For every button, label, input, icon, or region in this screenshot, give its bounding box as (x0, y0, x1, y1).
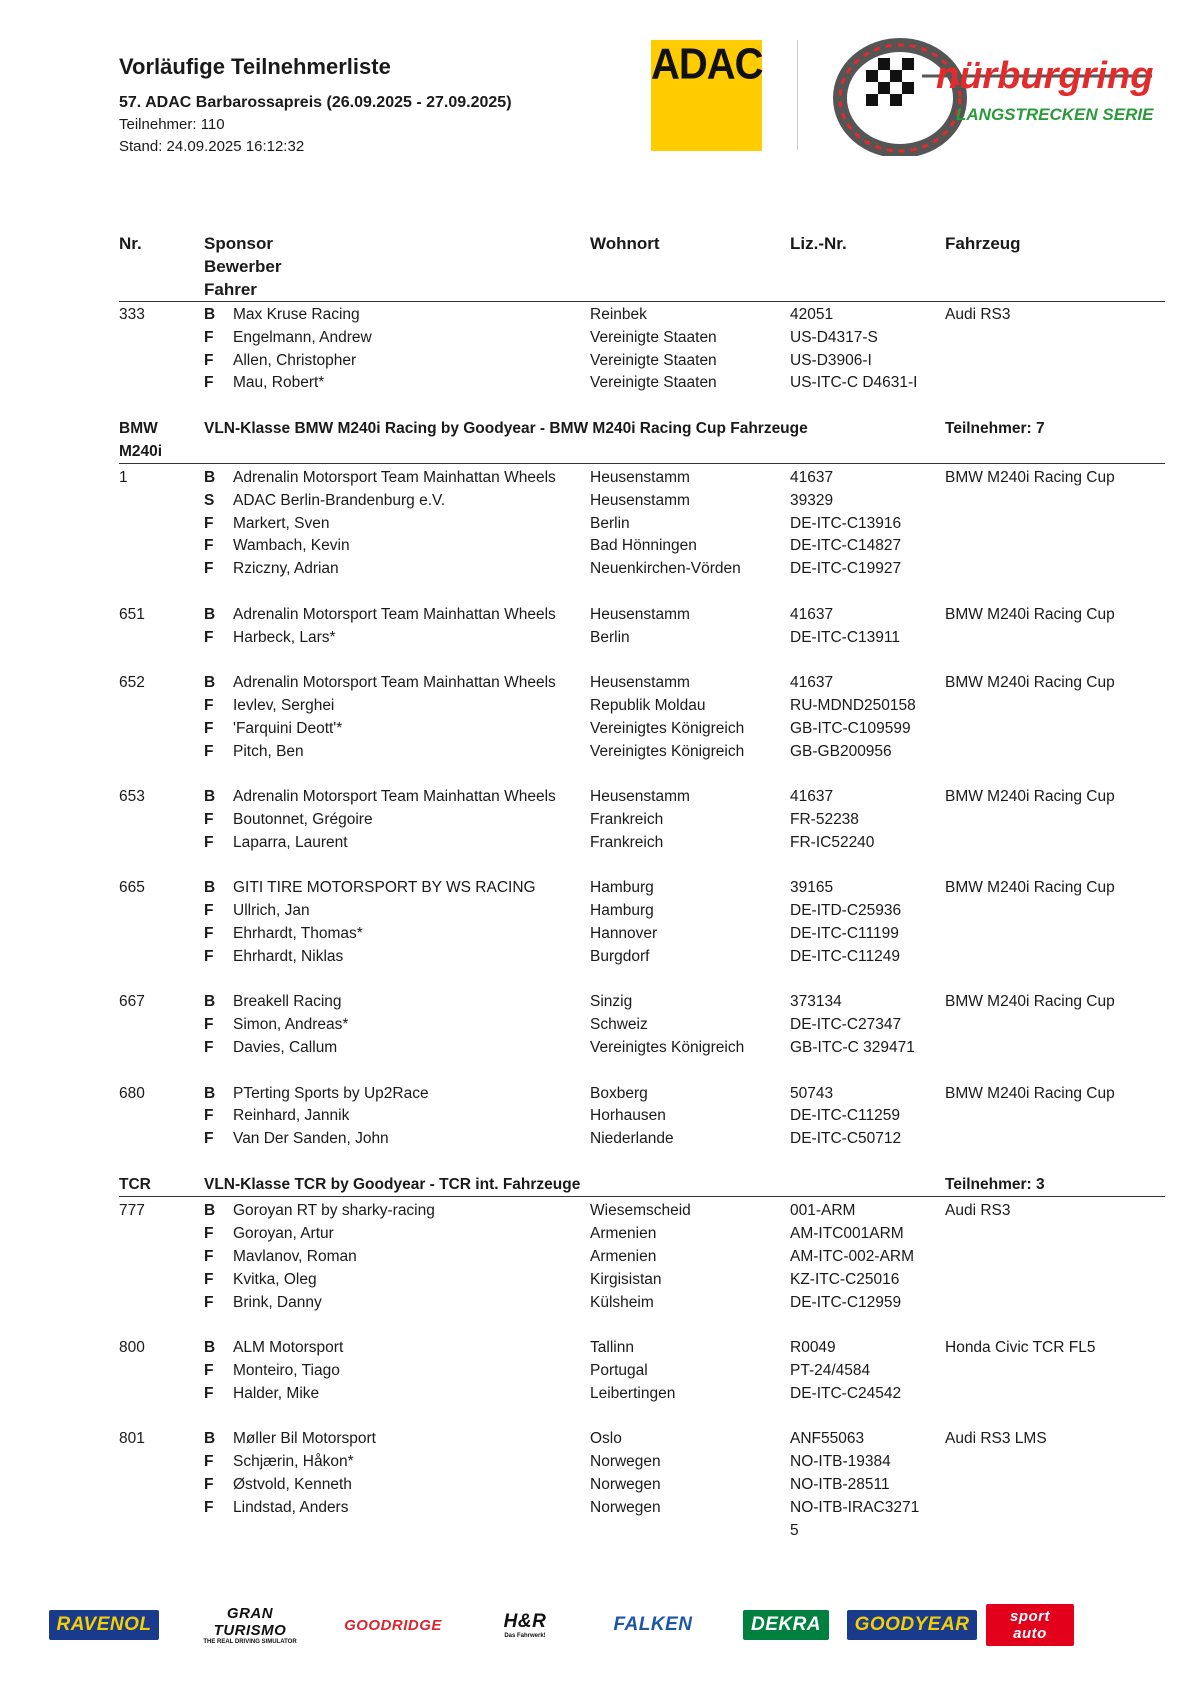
license-number: US-D4317-S (790, 328, 878, 346)
role-code: F (204, 374, 214, 392)
nuerburgring-wordmark: nürburgring (936, 55, 1154, 97)
residence: Armenien (590, 1225, 657, 1243)
participant-count: Teilnehmer: 110 (119, 116, 225, 133)
role-code: F (204, 1476, 214, 1494)
vehicle: BMW M240i Racing Cup (945, 993, 1115, 1011)
license-number: 42051 (790, 306, 834, 323)
participant-table (119, 232, 1165, 1565)
vehicle: Honda Civic TCR FL5 (945, 1339, 1096, 1357)
table-row (119, 741, 1165, 764)
residence: Schweiz (590, 1016, 648, 1034)
license-number: 39329 (790, 491, 834, 509)
residence: Boxberg (590, 1084, 648, 1102)
sponsor-logo-ravenol (40, 1600, 168, 1650)
person-name: Reinhard, Jannik (233, 1107, 350, 1125)
table-row (119, 1428, 1165, 1451)
person-name: Ievlev, Serghei (233, 696, 335, 714)
role-code: F (204, 351, 214, 369)
license-number: DE-ITC-C19927 (790, 560, 902, 578)
sponsor-name: GRAN TURISMO (213, 1605, 287, 1639)
license-number: 41637 (790, 674, 834, 692)
table-body (119, 304, 1165, 1565)
role-code: F (204, 696, 214, 714)
residence: Hannover (590, 924, 658, 942)
person-name: Lindstad, Anders (233, 1498, 349, 1516)
residence: Republik Moldau (590, 696, 706, 714)
adac-logo (651, 40, 762, 151)
start-number: 652 (119, 674, 145, 692)
residence: Norwegen (590, 1476, 661, 1494)
residence: Hamburg (590, 902, 654, 920)
vehicle: BMW M240i Racing Cup (945, 788, 1115, 806)
role-code: F (204, 1498, 214, 1516)
table-row (119, 695, 1165, 718)
license-number: PT-24/4584 (790, 1362, 871, 1380)
entry-spacer (119, 395, 1165, 418)
role-code: F (204, 1038, 214, 1056)
sponsor-name: GOODYEAR (854, 1614, 970, 1635)
entry-spacer (119, 1151, 1165, 1174)
license-number: NO-ITB-IRAC3271 (790, 1498, 920, 1516)
table-row (119, 1360, 1165, 1383)
license-number: US-ITC-C D4631-I (790, 374, 918, 392)
table-row (119, 558, 1165, 581)
role-code: F (204, 537, 214, 555)
col-bewerber: Bewerber (204, 257, 282, 276)
license-number: AM-ITC001ARM (790, 1225, 904, 1243)
license-number: 39165 (790, 879, 834, 897)
role-code: S (204, 491, 215, 509)
event-title: 57. ADAC Barbarossapreis (26.09.2025 - 27.09.2025) (119, 94, 512, 111)
residence: Vereinigtes Königreich (590, 719, 745, 737)
person-name: Møller Bil Motorsport (233, 1430, 376, 1448)
vehicle: BMW M240i Racing Cup (945, 468, 1115, 486)
residence: Frankreich (590, 833, 664, 851)
person-name: Van Der Sanden, John (233, 1130, 389, 1148)
entry-spacer (119, 763, 1165, 786)
entry-spacer (119, 581, 1165, 604)
person-name: Wambach, Kevin (233, 537, 350, 555)
person-name: Monteiro, Tiago (233, 1362, 340, 1380)
start-number: 667 (119, 993, 145, 1011)
sponsor-name: sport auto (1010, 1608, 1050, 1642)
person-name: Engelmann, Andrew (233, 328, 372, 346)
person-name: PTerting Sports by Up2Race (233, 1084, 429, 1102)
role-code: B (204, 1430, 216, 1448)
person-name: ALM Motorsport (233, 1339, 344, 1357)
residence: Norwegen (590, 1453, 661, 1471)
col-fahrzeug: Fahrzeug (945, 234, 1021, 253)
role-code: F (204, 1016, 214, 1034)
person-name: ADAC Berlin-Brandenburg e.V. (233, 491, 446, 509)
residence: Kirgisistan (590, 1270, 662, 1288)
person-name: Laparra, Laurent (233, 833, 348, 851)
sponsor-logo-dekra (734, 1600, 838, 1650)
table-row (119, 809, 1165, 832)
document-title: Vorläufige Teilnehmerliste (119, 54, 391, 79)
person-name: Markert, Sven (233, 514, 330, 532)
residence: Sinzig (590, 993, 633, 1011)
license-number: GB-ITC-C 329471 (790, 1038, 915, 1056)
role-code: B (204, 1084, 216, 1102)
class-participant-count: Teilnehmer: 7 (945, 419, 1045, 437)
license-number: GB-ITC-C109599 (790, 719, 911, 737)
table-row (119, 327, 1165, 350)
table-row (119, 832, 1165, 855)
residence: Vereinigte Staaten (590, 328, 717, 346)
license-number: DE-ITC-C12959 (790, 1293, 902, 1311)
person-name: Adrenalin Motorsport Team Mainhattan Wheels (233, 468, 556, 486)
sponsor-tagline: THE REAL DRIVING SIMULATOR (203, 1639, 297, 1645)
entry-spacer (119, 1314, 1165, 1337)
role-code: B (204, 993, 216, 1011)
license-number: KZ-ITC-C25016 (790, 1270, 900, 1288)
sponsor-name: H&R (503, 1611, 547, 1632)
residence: Norwegen (590, 1498, 661, 1516)
logo-divider (797, 40, 798, 150)
role-code: F (204, 1248, 214, 1266)
vehicle: BMW M240i Racing Cup (945, 879, 1115, 897)
vehicle: Audi RS3 LMS (945, 1430, 1047, 1448)
license-number: DE-ITC-C14827 (790, 537, 902, 555)
residence: Armenien (590, 1248, 657, 1266)
start-number: 680 (119, 1084, 145, 1102)
class-participant-count: Teilnehmer: 3 (945, 1175, 1045, 1193)
residence: Vereinigte Staaten (590, 351, 717, 369)
license-number: FR-IC52240 (790, 833, 875, 851)
table-row (119, 1337, 1165, 1360)
start-number: 651 (119, 605, 145, 623)
residence: Heusenstamm (590, 468, 690, 486)
residence: Heusenstamm (590, 674, 690, 692)
table-row (119, 1014, 1165, 1037)
table-row (119, 1383, 1165, 1406)
role-code: F (204, 560, 214, 578)
residence: Vereinigtes Königreich (590, 1038, 745, 1056)
entry-spacer (119, 1060, 1165, 1083)
role-code: F (204, 514, 214, 532)
residence: Niederlande (590, 1130, 674, 1148)
class-title: VLN-Klasse TCR by Goodyear - TCR int. Fahrzeuge (204, 1175, 581, 1193)
license-number: 50743 (790, 1084, 834, 1102)
adac-logo-text: ADAC (651, 39, 763, 89)
residence: Portugal (590, 1362, 648, 1380)
role-code: F (204, 628, 214, 646)
class-section-header (119, 418, 1165, 464)
vehicle: Audi RS3 (945, 306, 1011, 323)
class-title: VLN-Klasse BMW M240i Racing by Goodyear - BMW M240i Racing Cup Fahrzeuge (204, 419, 808, 437)
person-name: Pitch, Ben (233, 742, 304, 760)
table-row (119, 923, 1165, 946)
license-number: DE-ITC-C11199 (790, 924, 899, 942)
class-section-header (119, 1174, 1165, 1198)
sponsor-name: GOODRIDGE (344, 1616, 442, 1634)
entry-spacer (119, 649, 1165, 672)
table-row (119, 1292, 1165, 1315)
residence: Neuenkirchen-Vörden (590, 560, 741, 578)
person-name: Boutonnet, Grégoire (233, 810, 373, 828)
table-header (119, 232, 1165, 302)
person-name: Goroyan, Artur (233, 1225, 334, 1243)
license-number: 001-ARM (790, 1202, 856, 1220)
person-name: Østvold, Kenneth (233, 1476, 352, 1494)
person-name: Schjærin, Håkon* (233, 1453, 354, 1471)
license-number: DE-ITC-C11249 (790, 947, 900, 965)
table-row (119, 900, 1165, 923)
person-name: Halder, Mike (233, 1384, 320, 1402)
entry-spacer (119, 969, 1165, 992)
residence: Külsheim (590, 1293, 654, 1311)
start-number: 800 (119, 1339, 145, 1357)
role-code: F (204, 1107, 214, 1125)
table-row (119, 786, 1165, 809)
sponsor-name: FALKEN (613, 1614, 693, 1635)
table-row (119, 1520, 1165, 1543)
person-name: Ehrhardt, Niklas (233, 947, 344, 965)
vehicle: BMW M240i Racing Cup (945, 674, 1115, 692)
table-row (119, 1128, 1165, 1151)
sponsor-logo-sport-auto (986, 1600, 1074, 1650)
person-name: Max Kruse Racing (233, 306, 360, 323)
table-row (119, 1497, 1165, 1520)
table-row (119, 467, 1165, 490)
role-code: B (204, 1202, 216, 1220)
entry-spacer (119, 1406, 1165, 1429)
residence: Bad Hönningen (590, 537, 697, 555)
start-number: 777 (119, 1202, 145, 1220)
sponsor-name: RAVENOL (56, 1614, 152, 1635)
nuerburgring-logo (832, 38, 1162, 156)
sponsor-tagline: Das Fahrwerk! (504, 1633, 546, 1639)
residence: Reinbek (590, 306, 647, 323)
person-name: Mavlanov, Roman (233, 1248, 357, 1266)
residence: Berlin (590, 514, 630, 532)
residence: Leibertingen (590, 1384, 676, 1402)
table-row (119, 877, 1165, 900)
residence: Heusenstamm (590, 788, 690, 806)
table-row (119, 1269, 1165, 1292)
residence: Berlin (590, 628, 630, 646)
table-row (119, 535, 1165, 558)
sponsor-name: DEKRA (750, 1614, 822, 1635)
role-code: B (204, 788, 216, 806)
license-number: AM-ITC-002-ARM (790, 1248, 915, 1266)
residence: Vereinigte Staaten (590, 374, 717, 392)
person-name: Davies, Callum (233, 1038, 338, 1056)
license-number: DE-ITC-C27347 (790, 1016, 902, 1034)
checkered-flag-icon (866, 58, 914, 106)
vehicle: Audi RS3 (945, 1202, 1011, 1220)
role-code: F (204, 924, 214, 942)
role-code: F (204, 1362, 214, 1380)
license-number: NO-ITB-19384 (790, 1453, 891, 1471)
entry-spacer (119, 855, 1165, 878)
role-code: B (204, 306, 216, 323)
sponsor-logo-goodyear (856, 1600, 968, 1650)
residence: Oslo (590, 1430, 622, 1448)
license-number: 373134 (790, 993, 842, 1011)
person-name: Breakell Racing (233, 993, 342, 1011)
license-number: 41637 (790, 788, 834, 806)
license-number: DE-ITC-C13911 (790, 628, 900, 646)
table-row (119, 1037, 1165, 1060)
residence: Vereinigtes Königreich (590, 742, 745, 760)
license-number: DE-ITC-C24542 (790, 1384, 902, 1402)
table-row (119, 1200, 1165, 1223)
role-code: F (204, 902, 214, 920)
table-row (119, 1474, 1165, 1497)
sponsor-strip (40, 1600, 1160, 1650)
person-name: Harbeck, Lars* (233, 628, 336, 646)
table-row (119, 490, 1165, 513)
person-name: Rziczny, Adrian (233, 560, 339, 578)
person-name: Goroyan RT by sharky-racing (233, 1202, 435, 1220)
residence: Frankreich (590, 810, 664, 828)
class-code: BMW M240i (119, 419, 163, 460)
role-code: F (204, 810, 214, 828)
role-code: F (204, 719, 214, 737)
role-code: F (204, 1293, 214, 1311)
col-wohnort: Wohnort (590, 234, 660, 253)
residence: Wiesemscheid (590, 1202, 691, 1220)
entry-spacer (119, 1542, 1165, 1565)
table-row (119, 1105, 1165, 1128)
col-fahrer: Fahrer (204, 280, 257, 299)
person-name: GITI TIRE MOTORSPORT BY WS RACING (233, 879, 536, 897)
person-name: Allen, Christopher (233, 351, 357, 369)
person-name: Adrenalin Motorsport Team Mainhattan Wheels (233, 788, 556, 806)
license-number: FR-52238 (790, 810, 859, 828)
table-row (119, 718, 1165, 741)
class-code: TCR (119, 1175, 151, 1193)
start-number: 653 (119, 788, 145, 806)
role-code: F (204, 1270, 214, 1288)
license-number: NO-ITB-28511 (790, 1476, 890, 1494)
license-number: US-D3906-I (790, 351, 872, 369)
table-row (119, 604, 1165, 627)
table-row (119, 350, 1165, 373)
residence: Horhausen (590, 1107, 666, 1125)
table-row (119, 1223, 1165, 1246)
person-name: Simon, Andreas* (233, 1016, 349, 1034)
status-timestamp: Stand: 24.09.2025 16:12:32 (119, 138, 305, 155)
col-nr: Nr. (119, 234, 142, 253)
start-number: 801 (119, 1430, 145, 1448)
person-name: Kvitka, Oleg (233, 1270, 317, 1288)
role-code: B (204, 605, 216, 623)
license-number: 5 (790, 1521, 799, 1539)
table-row (119, 672, 1165, 695)
license-number: 41637 (790, 468, 834, 486)
role-code: B (204, 468, 216, 486)
role-code: B (204, 674, 216, 692)
license-number: ANF55063 (790, 1430, 865, 1448)
role-code: F (204, 1225, 214, 1243)
role-code: F (204, 1453, 214, 1471)
table-row (119, 304, 1165, 327)
sponsor-logo-h-r (480, 1600, 570, 1650)
role-code: B (204, 879, 216, 897)
person-name: Ehrhardt, Thomas* (233, 924, 363, 942)
person-name: Ullrich, Jan (233, 902, 310, 920)
role-code: F (204, 1130, 214, 1148)
table-row (119, 1451, 1165, 1474)
residence: Hamburg (590, 879, 654, 897)
col-sponsor: Sponsor (204, 234, 273, 253)
residence: Heusenstamm (590, 491, 690, 509)
start-number: 1 (119, 468, 128, 486)
table-row (119, 627, 1165, 650)
vehicle: BMW M240i Racing Cup (945, 605, 1115, 623)
start-number: 665 (119, 879, 145, 897)
document-header (119, 54, 512, 158)
role-code: F (204, 947, 214, 965)
license-number: RU-MDND250158 (790, 696, 916, 714)
start-number: 333 (119, 306, 145, 323)
table-row (119, 1246, 1165, 1269)
role-code: F (204, 833, 214, 851)
role-code: F (204, 742, 214, 760)
table-row (119, 991, 1165, 1014)
residence: Heusenstamm (590, 605, 690, 623)
person-name: Mau, Robert* (233, 374, 325, 392)
license-number: R0049 (790, 1339, 836, 1357)
serie-wordmark: LANGSTRECKEN SERIE (956, 105, 1154, 124)
license-number: DE-ITD-C25936 (790, 902, 902, 920)
col-liz: Liz.-Nr. (790, 234, 847, 253)
person-name: Brink, Danny (233, 1293, 322, 1311)
table-row (119, 372, 1165, 395)
license-number: DE-ITC-C50712 (790, 1130, 902, 1148)
table-row (119, 946, 1165, 969)
license-number: GB-GB200956 (790, 742, 892, 760)
residence: Burgdorf (590, 947, 650, 965)
person-name: Adrenalin Motorsport Team Mainhattan Wheels (233, 674, 556, 692)
license-number: 41637 (790, 605, 834, 623)
person-name: Adrenalin Motorsport Team Mainhattan Wheels (233, 605, 556, 623)
license-number: DE-ITC-C13916 (790, 514, 902, 532)
vehicle: BMW M240i Racing Cup (945, 1084, 1115, 1102)
license-number: DE-ITC-C11259 (790, 1107, 900, 1125)
sponsor-logo-falken (592, 1600, 714, 1650)
role-code: F (204, 1384, 214, 1402)
sponsor-logo-gran-turismo (190, 1600, 310, 1650)
table-row (119, 513, 1165, 536)
role-code: F (204, 328, 214, 346)
sponsor-logo-goodridge (322, 1600, 464, 1650)
person-name: 'Farquini Deott'* (233, 719, 343, 737)
table-row (119, 1083, 1165, 1106)
residence: Tallinn (590, 1339, 634, 1357)
role-code: B (204, 1339, 216, 1357)
